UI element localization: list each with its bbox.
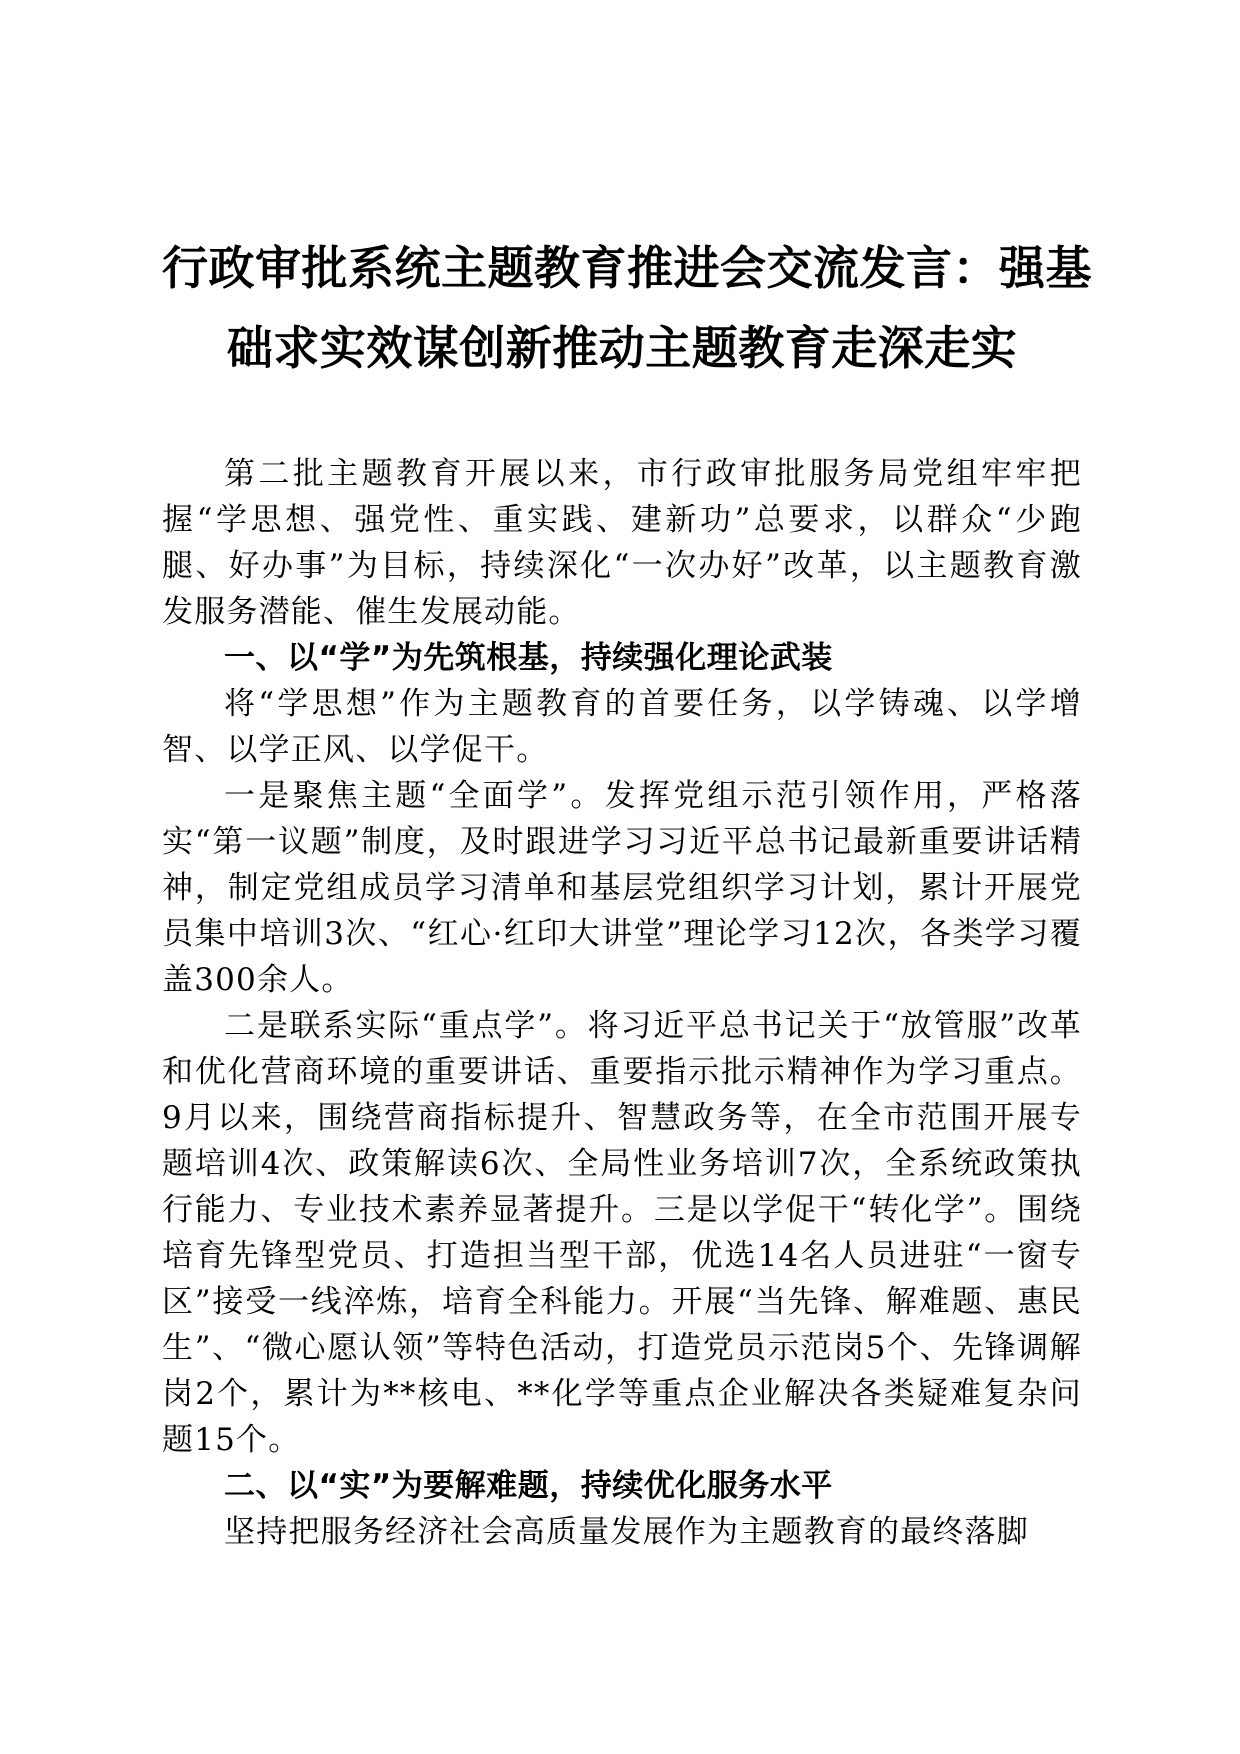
paragraph-item-1: 一是聚焦主题“全面学”。发挥党组示范引领作用，严格落实“第一议题”制度，及时跟进学习习近平总书记最新重要讲话精神，制定党组成员学习清单和基层党组织学习计划，累计开展党员集中培训3次、“红心·红印大讲堂”理论学习12次，各类学习覆盖300余人。	[162, 778, 1082, 998]
document-body	[162, 451, 1082, 1555]
document-title	[162, 228, 1092, 388]
section-heading-2: 二、以“实”为要解难题，持续优化服务水平	[224, 1468, 833, 1504]
paragraph-item-2-3: 二是联系实际“重点学”。将习近平总书记关于“放管服”改革和优化营商环境的重要讲话、重要指示批示精神作为学习重点。9月以来，围绕营商指标提升、智慧政务等，在全市范围开展专题培训4次、政策解读6次、全局性业务培训7次，全系统政策执行能力、专业技术素养显著提升。三是以学促干“转化学”。围绕培育先锋型党员、打造担当型干部，优选14名人员进驻“一窗专区”接受一线淬炼，培育全科能力。开展“当先锋、解难题、惠民生”、“微心愿认领”等特色活动，打造党员示范岗5个、先锋调解岗2个，累计为**核电、**化学等重点企业解决各类疑难复杂问题15个。	[162, 1008, 1082, 1458]
paragraph-section-1-intro: 将“学思想”作为主题教育的首要任务，以学铸魂、以学增智、以学正风、以学促干。	[162, 686, 1082, 768]
title-line-2: 础求实效谋创新推动主题教育走深走实	[226, 321, 1018, 375]
paragraph-section-2-intro: 坚持把服务经济社会高质量发展作为主题教育的最终落脚	[224, 1514, 1029, 1550]
title-line-1: 行政审批系统主题教育推进会交流发言：强基	[162, 241, 1092, 295]
section-heading-1: 一、以“学”为先筑根基，持续强化理论武装	[224, 640, 833, 676]
document-page	[162, 228, 1092, 1555]
paragraph-intro: 第二批主题教育开展以来，市行政审批服务局党组牢牢把握“学思想、强党性、重实践、建新功”总要求，以群众“少跑腿、好办事”为目标，持续深化“一次办好”改革，以主题教育激发服务潜能、催生发展动能。	[162, 456, 1082, 630]
